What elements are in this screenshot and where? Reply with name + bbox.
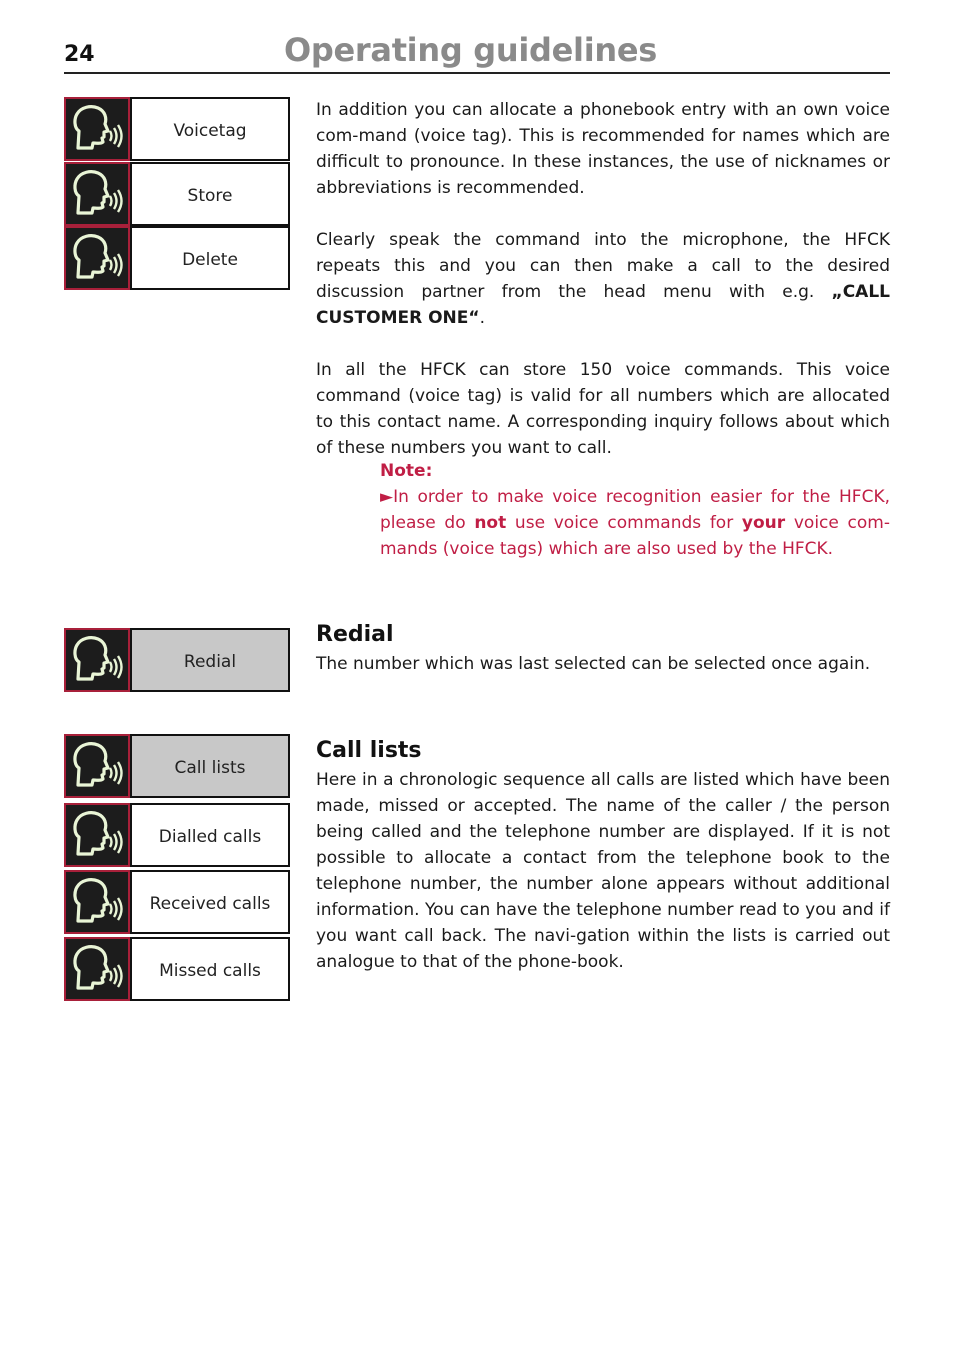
menu-label-store: Store xyxy=(130,162,290,226)
page-title: Operating guidelines xyxy=(284,31,658,69)
page-number: 24 xyxy=(64,42,95,67)
menu-item-redial[interactable] xyxy=(64,628,290,692)
voice-command-icon xyxy=(64,803,130,867)
voicetag-text xyxy=(316,97,890,461)
menu-label-redial: Redial xyxy=(130,628,290,692)
menu-item-missed-calls[interactable] xyxy=(64,937,290,1001)
menu-label-missed-calls: Missed calls xyxy=(130,937,290,1001)
menu-label-dialled-calls: Dialled calls xyxy=(130,803,290,867)
menu-label-delete: Delete xyxy=(130,226,290,290)
note-bold-your: your xyxy=(741,513,786,533)
voice-command-icon xyxy=(64,628,130,692)
voice-command-icon xyxy=(64,162,130,226)
menu-label-call-lists: Call lists xyxy=(130,734,290,798)
menu-item-call-lists[interactable] xyxy=(64,734,290,798)
note-arrow-icon: ► xyxy=(380,487,394,507)
voicetag-paragraph-1: In addition you can allocate a phonebook entry with an own voice com-mand (voice tag). This is recommended for names which are difficult to pronounce. In these instances, the use of nicknames or abbreviations is recommended. xyxy=(316,100,890,198)
voice-command-icon xyxy=(64,937,130,1001)
menu-item-store[interactable] xyxy=(64,162,290,226)
note-bold-not: not xyxy=(474,513,507,533)
voice-command-icon xyxy=(64,97,130,161)
menu-item-delete[interactable] xyxy=(64,226,290,290)
voicetag-paragraph-2 xyxy=(316,227,890,331)
menu-label-voicetag: Voicetag xyxy=(130,97,290,161)
voicetag-paragraph-2-text: Clearly speak the command into the microphone, the HFCK repeats this and you can then make a call to the desired discussion partner from the head menu with e.g. xyxy=(316,230,890,302)
note-heading: Note: xyxy=(380,461,433,481)
menu-item-voicetag[interactable] xyxy=(64,97,290,161)
menu-item-received-calls[interactable] xyxy=(64,870,290,934)
note-box xyxy=(380,458,890,562)
note-text-2: use voice commands for xyxy=(506,513,742,533)
voice-command-icon xyxy=(64,734,130,798)
redial-text: The number which was last selected can be selected once again. xyxy=(316,654,871,674)
redial-heading: Redial xyxy=(316,622,394,647)
voicetag-paragraph-3: In all the HFCK can store 150 voice commands. This voice command (voice tag) is valid for all numbers which are allocated to this contact name. A corresponding inquiry follows about which of these numbers you want to call. xyxy=(316,360,890,458)
title-rule xyxy=(64,72,890,74)
note-text-1: In order to make voice recognition easier for the HFCK, please do xyxy=(380,487,890,533)
note-text-3: voice com-mands (voice tags) which are also used by the HFCK. xyxy=(380,513,890,559)
voice-command-icon xyxy=(64,870,130,934)
menu-label-received-calls: Received calls xyxy=(130,870,290,934)
voice-command-icon xyxy=(64,226,130,290)
voicetag-paragraph-2-end: . xyxy=(479,308,485,328)
menu-item-dialled-calls[interactable] xyxy=(64,803,290,867)
call-lists-text: Here in a chronologic sequence all calls are listed which have been made, missed or accepted. The name of the caller / the person being called and the telephone number are displayed. If it is not possible to allocate a contact from the telephone book to the telephone number, the number alone appears without additional information. You can have the telephone number read to you and if you want call back. The navi-gation within the lists is carried out analogue to that of the phone-book. xyxy=(316,770,890,972)
call-lists-heading: Call lists xyxy=(316,738,422,763)
voicetag-example-command: „CALL CUSTOMER ONE“ xyxy=(316,282,890,328)
